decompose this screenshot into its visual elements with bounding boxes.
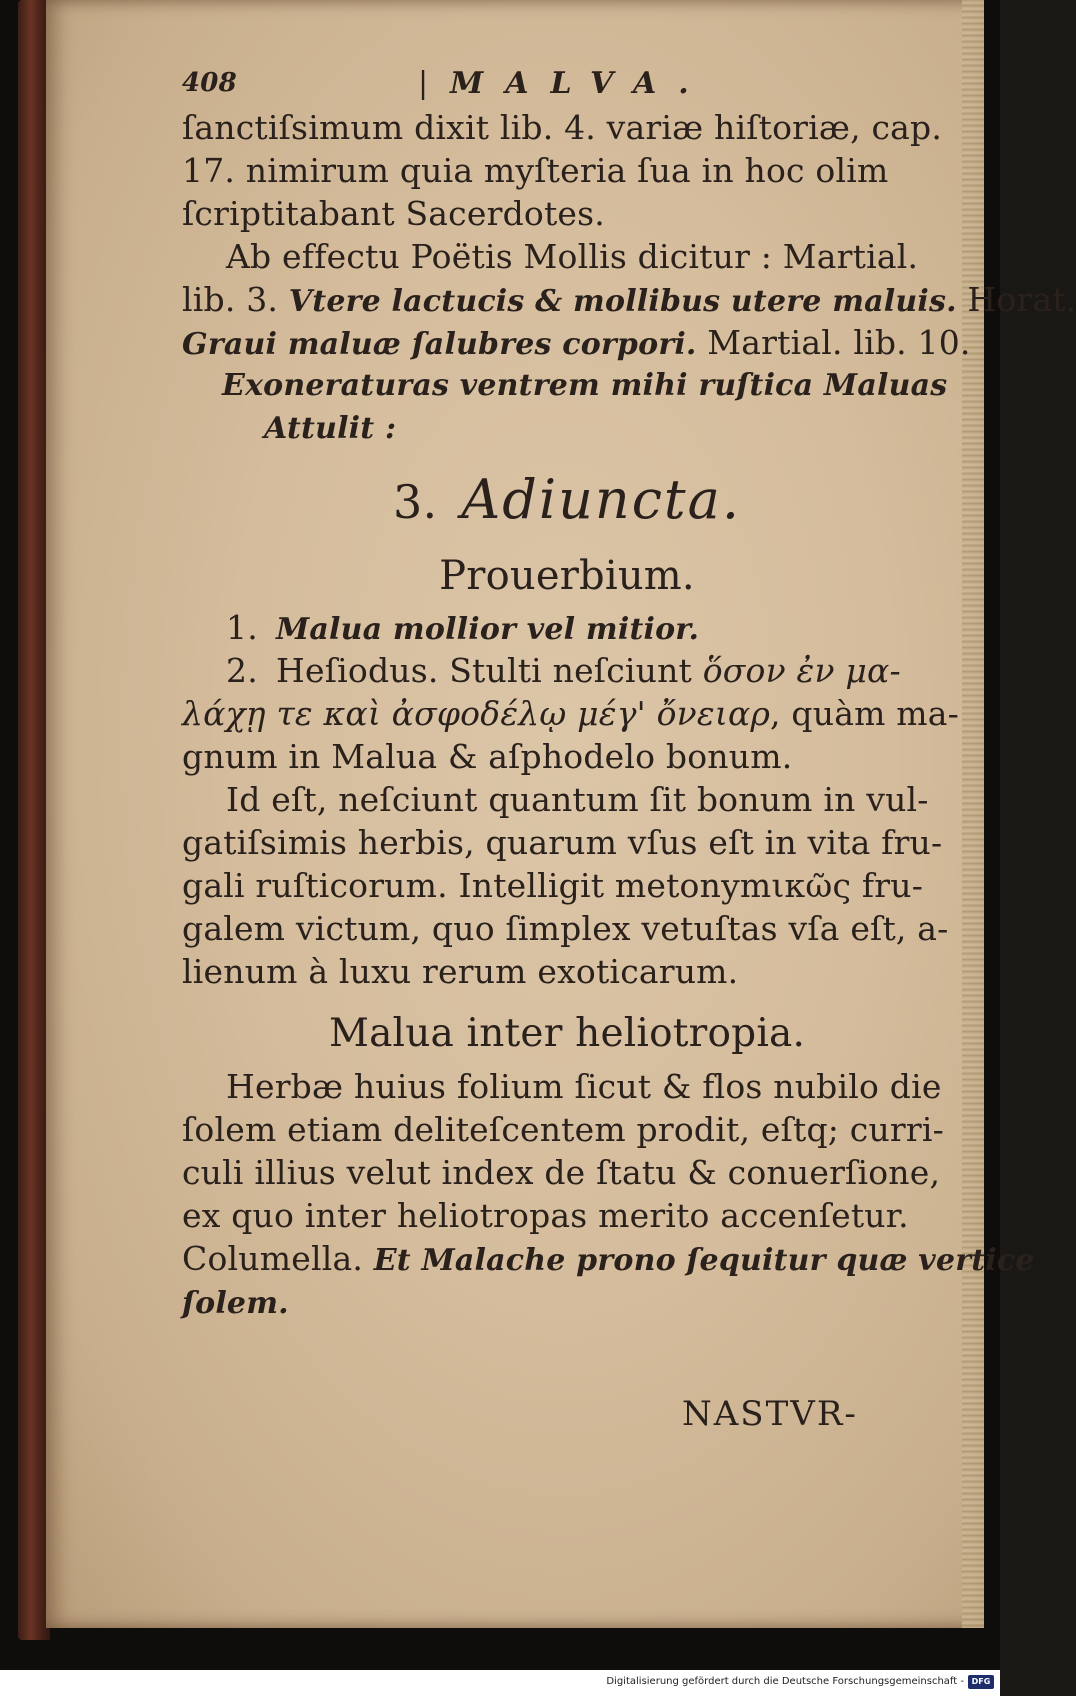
section-heading	[182, 462, 952, 538]
page-edge-stack	[962, 0, 984, 1628]
text-line	[182, 321, 971, 364]
quotation-italic: Et Malache prono ſequitur quæ vertice	[373, 1243, 1035, 1278]
catchword: NASTVR-	[682, 1394, 858, 1434]
text-line: gnum in Malua & aſphodelo bonum.	[182, 737, 793, 776]
text-line: 17. nimirum quia myſteria ſua in hoc olim	[182, 151, 889, 190]
header-separator: |	[418, 66, 429, 101]
item-number: 2.	[226, 651, 258, 690]
text-line	[182, 1237, 1035, 1280]
text-line: gatiſsimis herbis, quarum vſus eſt in vita fru-	[182, 823, 943, 862]
text-line: lienum à luxu rerum exoticarum.	[182, 952, 739, 991]
dfg-logo-icon: DFG	[968, 1675, 994, 1689]
text-fragment: lib. 3.	[182, 280, 289, 319]
quotation-italic: Graui maluæ ſalubres corpori.	[182, 327, 697, 362]
greek-text: ὅσον ἐν μα-	[702, 651, 901, 690]
text-line: gali ruſticorum. Intelligit metonymικῶς fru-	[182, 866, 924, 905]
text-line	[182, 692, 959, 735]
proverb-item	[182, 649, 952, 692]
verse-quote-line: Exoneraturas ventrem mihi ruſtica Maluas	[222, 368, 948, 403]
text-line: culi illius velut index de ſtatu & conuerſione,	[182, 1153, 941, 1192]
text-line: ſanctiſsimum dixit lib. 4. variæ hiſtoriæ, cap.	[182, 108, 943, 147]
text-fragment: Martial. lib. 10.	[696, 323, 971, 362]
text-line: ſolem etiam deliteſcentem prodit, eſtq; curri-	[182, 1110, 944, 1149]
section-number: 3.	[393, 475, 438, 529]
text-fragment: , quàm ma-	[770, 694, 959, 733]
text-line: ſcriptitabant Sacerdotes.	[182, 194, 605, 233]
section-title: Adiuncta.	[461, 468, 741, 531]
text-line	[182, 278, 1076, 321]
running-header	[182, 62, 952, 106]
item-number: 1.	[226, 608, 258, 647]
text-line: Id eſt, neſciunt quantum ſit bonum in vul-	[226, 780, 929, 819]
text-line: Herbæ huius folium ſicut & flos nubilo die	[226, 1067, 942, 1106]
digitization-footer	[0, 1670, 1000, 1696]
text-line: ex quo inter heliotropas merito accenſetur.	[182, 1196, 909, 1235]
text-fragment: Heſiodus. Stulti neſciunt	[276, 651, 703, 690]
quotation-italic: Vtere lactucis & mollibus utere maluis.	[288, 284, 957, 319]
text-line	[182, 1280, 952, 1323]
text-line: Ab effectu Poëtis Mollis dicitur : Martial.	[226, 237, 919, 276]
proverb-item	[182, 606, 952, 649]
quotation-italic: ſolem.	[182, 1286, 289, 1321]
proverb-text: Malua mollior vel mitior.	[276, 612, 700, 647]
page-number: 408	[182, 68, 237, 98]
subheading-heliotropia: Malua inter heliotropia.	[328, 1011, 806, 1056]
text-fragment: Horat.	[956, 280, 1076, 319]
running-title: MALVA.	[450, 66, 711, 101]
subheading-proverbium: Prouerbium.	[439, 553, 695, 599]
footer-credit: Digitalisierung gefördert durch die Deutsche Forschungsgemeinschaft -	[606, 1676, 964, 1687]
text-fragment: Columella.	[182, 1239, 374, 1278]
page-text	[182, 62, 1076, 1323]
text-line: galem victum, quo ſimplex vetuſtas vſa eſt, a-	[182, 909, 949, 948]
greek-text: λάχῃ τε καὶ ἀσφοδέλῳ μέγ' ὄνειαρ	[182, 694, 771, 733]
verse-quote-line: Attulit :	[264, 411, 397, 446]
